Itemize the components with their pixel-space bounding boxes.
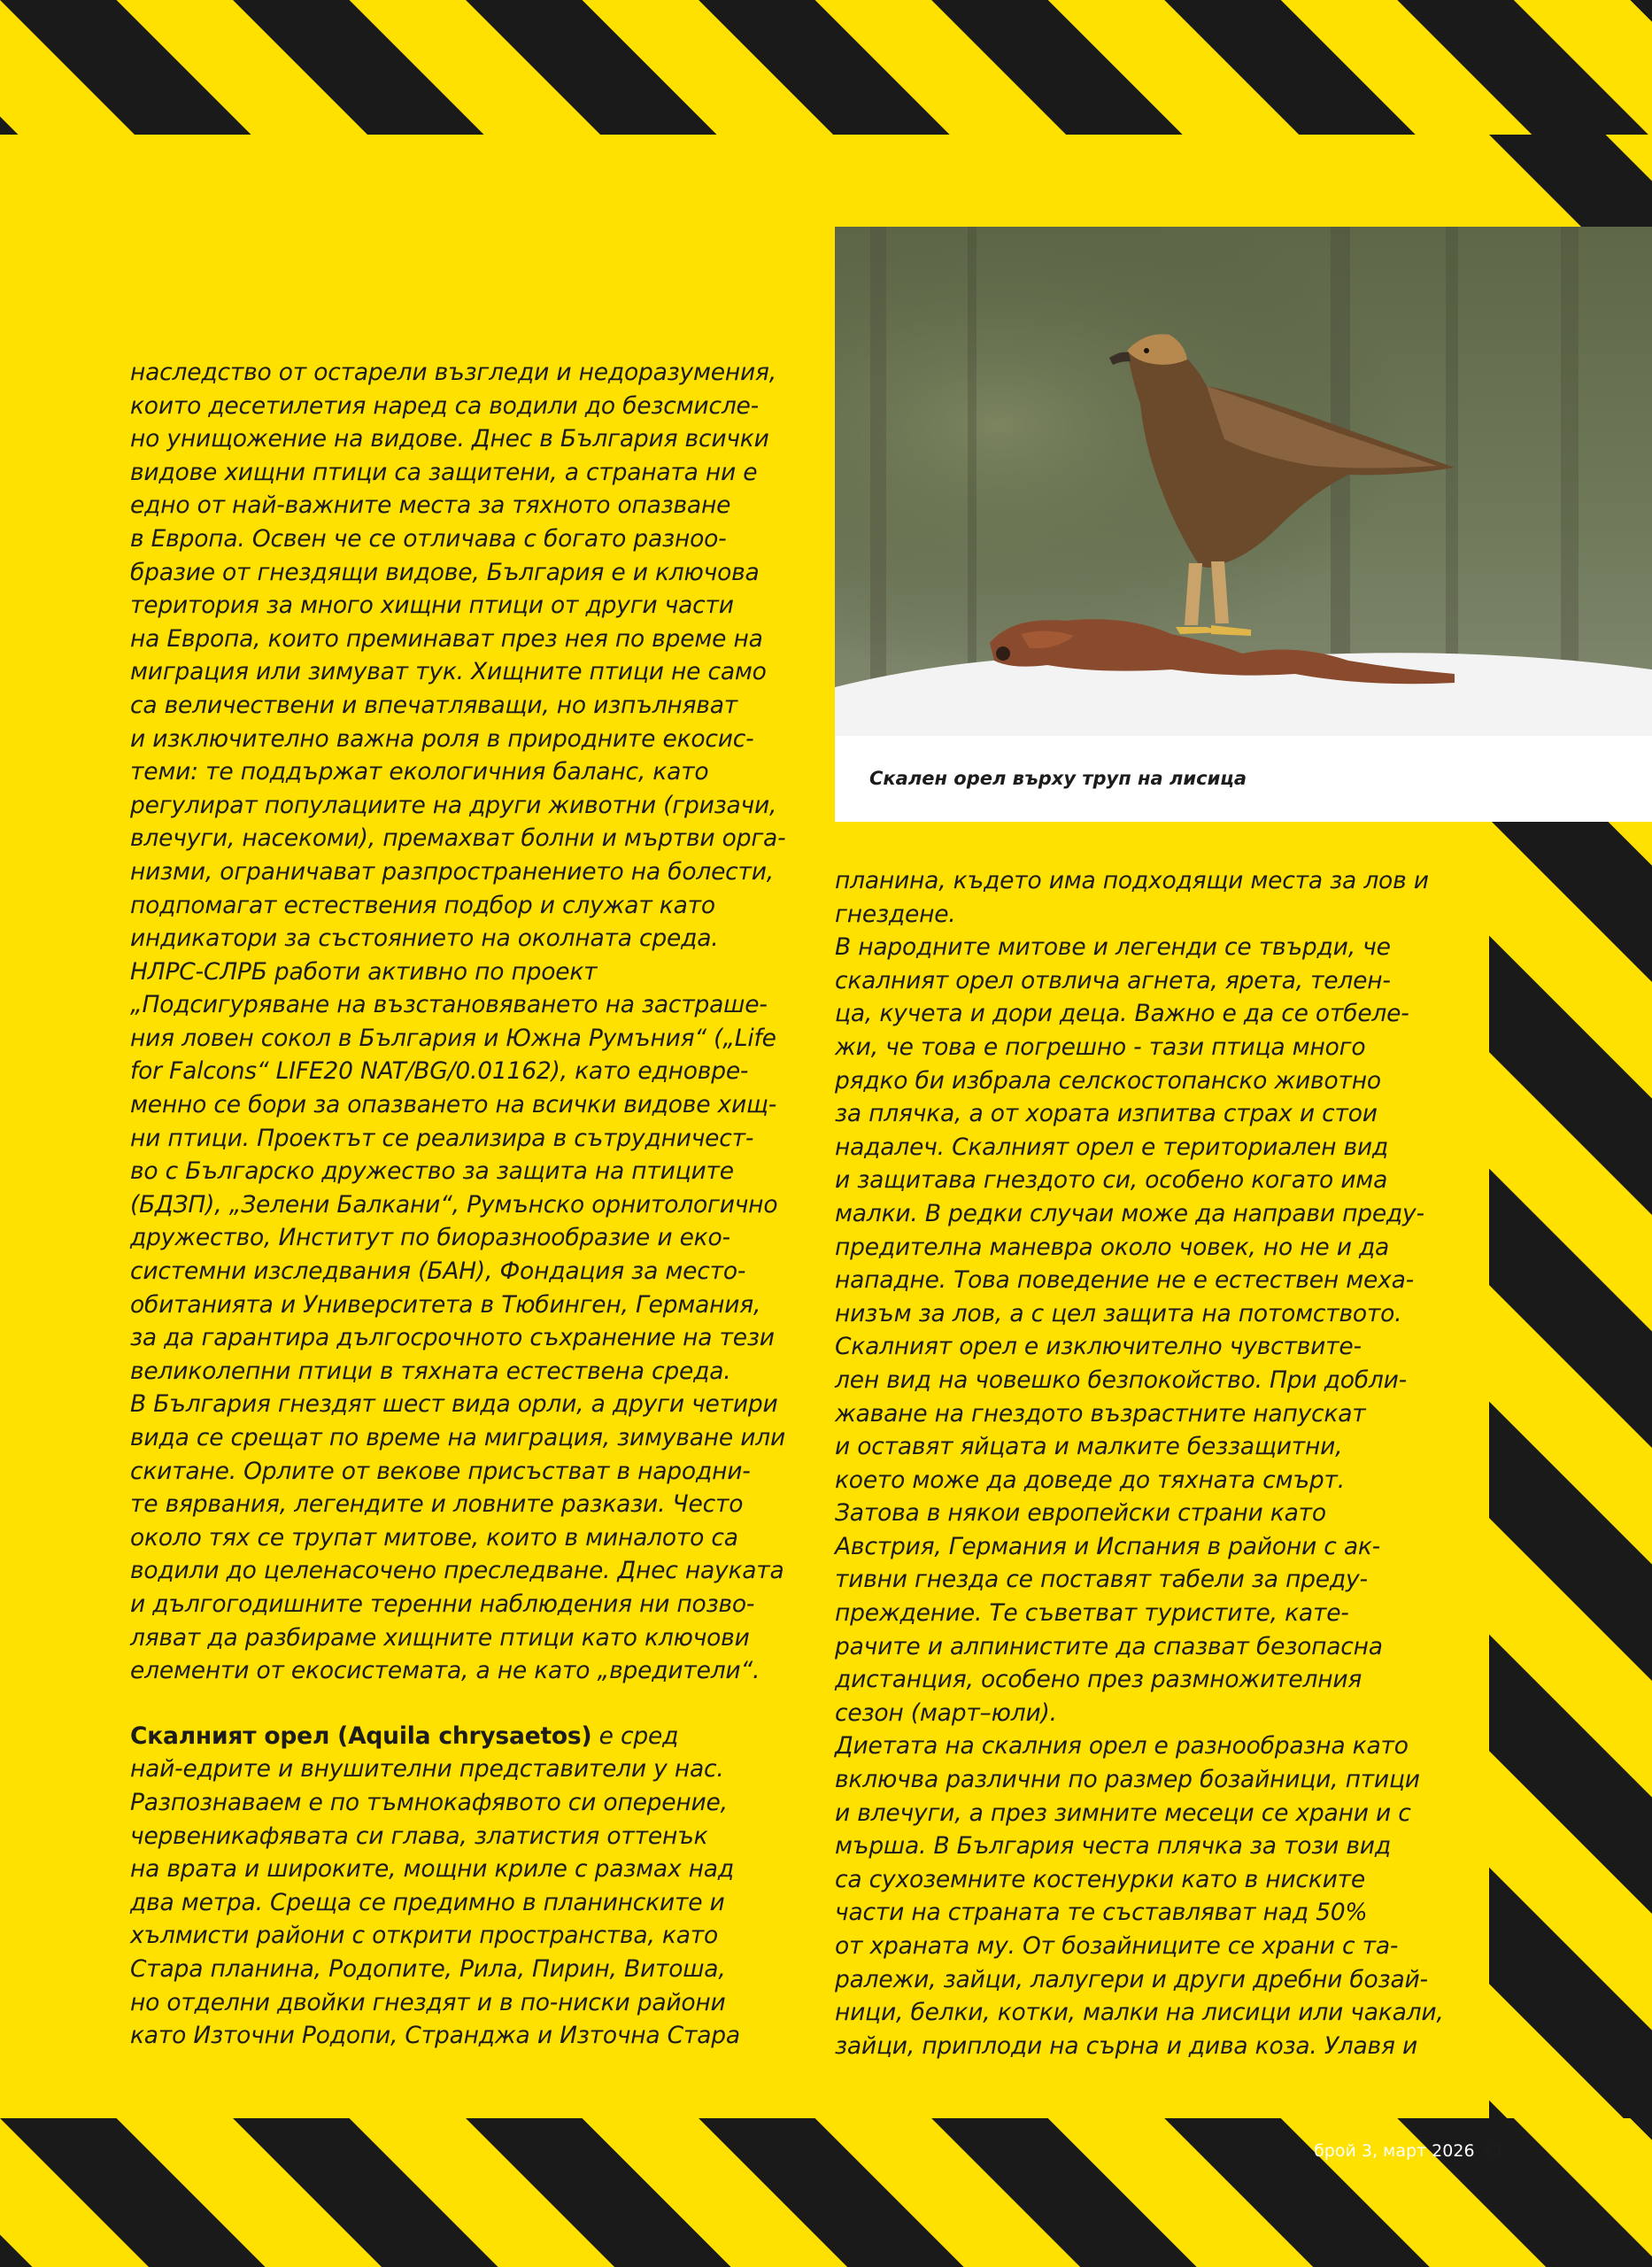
text-line: едно от най-важните места за тяхното опазване	[130, 491, 731, 520]
text-line: рачите и алпинистите да спазват безопасна	[835, 1632, 1383, 1660]
text-line: които десетилетия наред са водили до безсмисле-	[130, 391, 760, 420]
right-text-column	[835, 864, 1446, 2062]
text-line: (БДЗП), „Зелени Балкани“, Румънско орнитологично	[130, 1190, 778, 1219]
text-line: миграция или зимуват тук. Хищните птици не само	[130, 658, 767, 686]
text-line: сезон (март–юли).	[835, 1698, 1057, 1727]
text-line: „Подсигуряване на възстановяването на застраше-	[130, 991, 768, 1019]
text-line: водили до целенасочено преследване. Днес науката	[130, 1557, 784, 1585]
stripe-pattern	[1489, 135, 1652, 228]
text-line: for Falcons“ LIFE20 NAT/BG/0.01162), като едновре-	[130, 1057, 749, 1086]
text-line: В България гнездят шест вида орли, а други четири	[130, 1390, 778, 1419]
text-line: мърша. В България честа плячка за този вид	[835, 1832, 1391, 1861]
text-line: рядко би избрала селскостопанско животно	[835, 1066, 1381, 1095]
hazard-stripe-band-right	[1489, 819, 1652, 2118]
text-line: Стара планина, Родопите, Рила, Пирин, Витоша,	[130, 1954, 726, 1983]
text-line: което може да доведе до тяхната смърт.	[835, 1466, 1345, 1494]
text-line: теми: те поддържат екологичния баланс, като	[130, 758, 709, 786]
heading-continuation: е сред	[591, 1722, 679, 1750]
page-number: 41	[1481, 2141, 1505, 2161]
text-line: бразие от гнездящи видове, България е и ключова	[130, 558, 760, 586]
text-line: скитане. Орлите от векове присъстват в народни-	[130, 1457, 751, 1485]
text-line: жи, че това е погрешно - тази птица много	[835, 1033, 1366, 1061]
body-paragraph	[835, 864, 1446, 2062]
text-line: около тях се трупат митове, които в миналото са	[130, 1523, 738, 1551]
body-paragraph	[130, 356, 803, 1688]
text-line: преждение. Те съветват туристите, кате-	[835, 1599, 1349, 1628]
species-heading: Скалният орел (Aquila chrysaetos)	[130, 1722, 592, 1750]
text-line: но отделни двойки гнездят и в по-ниски райони	[130, 1988, 726, 2016]
text-line: и изключително важна роля в природните екосис-	[130, 724, 754, 753]
text-line: за да гарантира дългосрочното съхранение на тези	[130, 1324, 775, 1352]
text-line: и оставят яйцата и малките беззащитни,	[835, 1433, 1343, 1461]
text-line: великолепни птици в тяхната естествена среда.	[130, 1357, 731, 1385]
left-text-column	[130, 356, 803, 2053]
text-line: лен вид на човешко безпокойство. При добли-	[835, 1366, 1408, 1394]
text-line: Разпознаваем е по тъмнокафявото си оперение,	[130, 1788, 728, 1816]
text-line: подпомагат естествения подбор и служат като	[130, 891, 715, 919]
text-line: Скалният орел е изключително чувствите-	[835, 1333, 1362, 1361]
text-line: малки. В редки случаи може да направи преду-	[835, 1199, 1424, 1227]
text-line: ляват да разбираме хищните птици като ключови	[130, 1623, 750, 1652]
text-line: червеникафявата си глава, златистия оттенък	[130, 1822, 708, 1850]
text-line: дистанция, особено през размножителния	[835, 1666, 1363, 1694]
text-line: и защитава гнездото си, особено когато има	[835, 1166, 1388, 1195]
text-line: най-едрите и внушителни представители у нас.	[130, 1755, 724, 1783]
hazard-stripe-band-top	[0, 0, 1652, 135]
text-line: тивни гнезда се поставят табели за преду-	[835, 1566, 1368, 1594]
text-line: Австрия, Германия и Испания в райони с ак-	[835, 1532, 1381, 1560]
text-line: и дългогодишните теренни наблюдения ни позво-	[130, 1590, 755, 1618]
text-line: елементи от екосистемата, а не като „вредители“.	[130, 1657, 760, 1685]
text-line: части на страната те съставляват над 50%	[835, 1899, 1368, 1927]
text-line: предителна маневра около човек, но не и да	[835, 1233, 1390, 1261]
text-line: В народните митове и легенди се твърди, че	[835, 933, 1391, 962]
text-line: низми, ограничават разпространението на болести,	[130, 857, 775, 886]
text-line: ници, белки, котки, малки на лисици или чакали,	[835, 1999, 1444, 2027]
text-line: са величествени и впечатляващи, но изпълняват	[130, 691, 737, 719]
text-line: во с Българско дружество за защита на птиците	[130, 1157, 734, 1186]
text-line: нападне. Това поведение не е естествен меха-	[835, 1266, 1415, 1295]
text-line: ния ловен сокол в България и Южна Румъния“ („Life	[130, 1024, 776, 1052]
text-line: гнездене.	[835, 900, 956, 928]
body-paragraph	[130, 1720, 803, 2053]
text-line: два метра. Среща се предимно в планинските и	[130, 1888, 725, 1916]
stripe-pattern	[0, 0, 1652, 135]
text-line: ни птици. Проектът се реализира в сътрудничест-	[130, 1124, 754, 1152]
text-line: видове хищни птици са защитени, а страната ни е	[130, 458, 758, 486]
text-line: за плячка, а от хората изпитва страх и стои	[835, 1100, 1378, 1128]
text-line: системни изследвания (БАН), Фондация за место-	[130, 1257, 746, 1286]
text-line: регулират популациите на други животни (гризачи,	[130, 791, 777, 819]
issue-label: брой 3, март 2026	[1314, 2141, 1475, 2161]
text-line: включва различни по размер бозайници, птици	[835, 1766, 1420, 1794]
text-line: на Европа, които преминават през нея по време на	[130, 624, 763, 653]
text-line: Затова в някои европейски страни като	[835, 1499, 1326, 1528]
text-line: НЛРС-СЛРБ работи активно по проект	[130, 957, 598, 986]
text-line: и влечуги, а през зимните месеци се храни и с	[835, 1799, 1411, 1827]
text-line: ралежи, зайци, лалугери и други дребни бозай-	[835, 1965, 1428, 1993]
text-line: ца, кучета и дори деца. Важно е да се отбеле-	[835, 1000, 1409, 1028]
text-line: влечуги, насекоми), премахват болни и мъртви орга-	[130, 824, 786, 853]
text-line: вида се срещат по време на миграция, зимуване или	[130, 1424, 786, 1451]
text-line: зайци, приплоди на сърна и дива коза. Улавя и	[835, 2031, 1417, 2060]
text-line: менно се бори за опазването на всички видове хищ-	[130, 1091, 777, 1119]
text-line: жаване на гнездото възрастните напускат	[835, 1399, 1366, 1428]
text-line: хълмисти райони с открити пространства, като	[130, 1922, 719, 1950]
text-line: като Източни Родопи, Странджа и Източна Стара	[130, 2022, 740, 2050]
text-line: но унищожение на видове. Днес в България всички	[130, 425, 769, 453]
paragraph-gap	[130, 1688, 803, 1720]
text-line: те вярвания, легендите и ловните разкази. Често	[130, 1490, 744, 1519]
paragraph-first-line	[130, 1720, 803, 1753]
text-line: индикатори за състоянието на околната среда.	[130, 925, 719, 953]
text-line: надалеч. Скалният орел е териториален вид	[835, 1133, 1389, 1161]
page-footer	[1314, 2141, 1505, 2161]
eagle-photo	[835, 227, 1652, 822]
text-line: са сухоземните костенурки като в ниските	[835, 1865, 1365, 1893]
text-line: наследство от остарели възгледи и недоразумения,	[130, 359, 777, 386]
photo-caption: Скален орел върху труп на лисица	[869, 768, 1247, 789]
stripe-pattern	[1489, 819, 1652, 2118]
text-line: на врата и широките, мощни криле с размах над	[130, 1855, 734, 1884]
eagle-on-fox-image	[835, 227, 1652, 822]
text-line: Диетата на скалния орел е разнообразна като	[835, 1732, 1409, 1760]
text-line: територия за много хищни птици от други части	[130, 592, 734, 620]
text-line: от храната му. От бозайниците се храни с та-	[835, 1932, 1399, 1960]
text-line: обитанията и Университета в Тюбинген, Германия,	[130, 1290, 761, 1319]
hazard-stripe-band-right-upper	[1489, 135, 1652, 228]
text-line: в Европа. Освен че се отличава с богато разноо-	[130, 524, 727, 553]
text-line: низъм за лов, а с цел защита на потомството.	[835, 1299, 1402, 1327]
text-line: дружество, Институт по биоразнообразие и еко-	[130, 1224, 730, 1252]
text-line: скалният орел отвлича агнета, ярета, телен-	[835, 966, 1391, 994]
text-line: планина, където има подходящи места за лов и	[835, 867, 1429, 894]
